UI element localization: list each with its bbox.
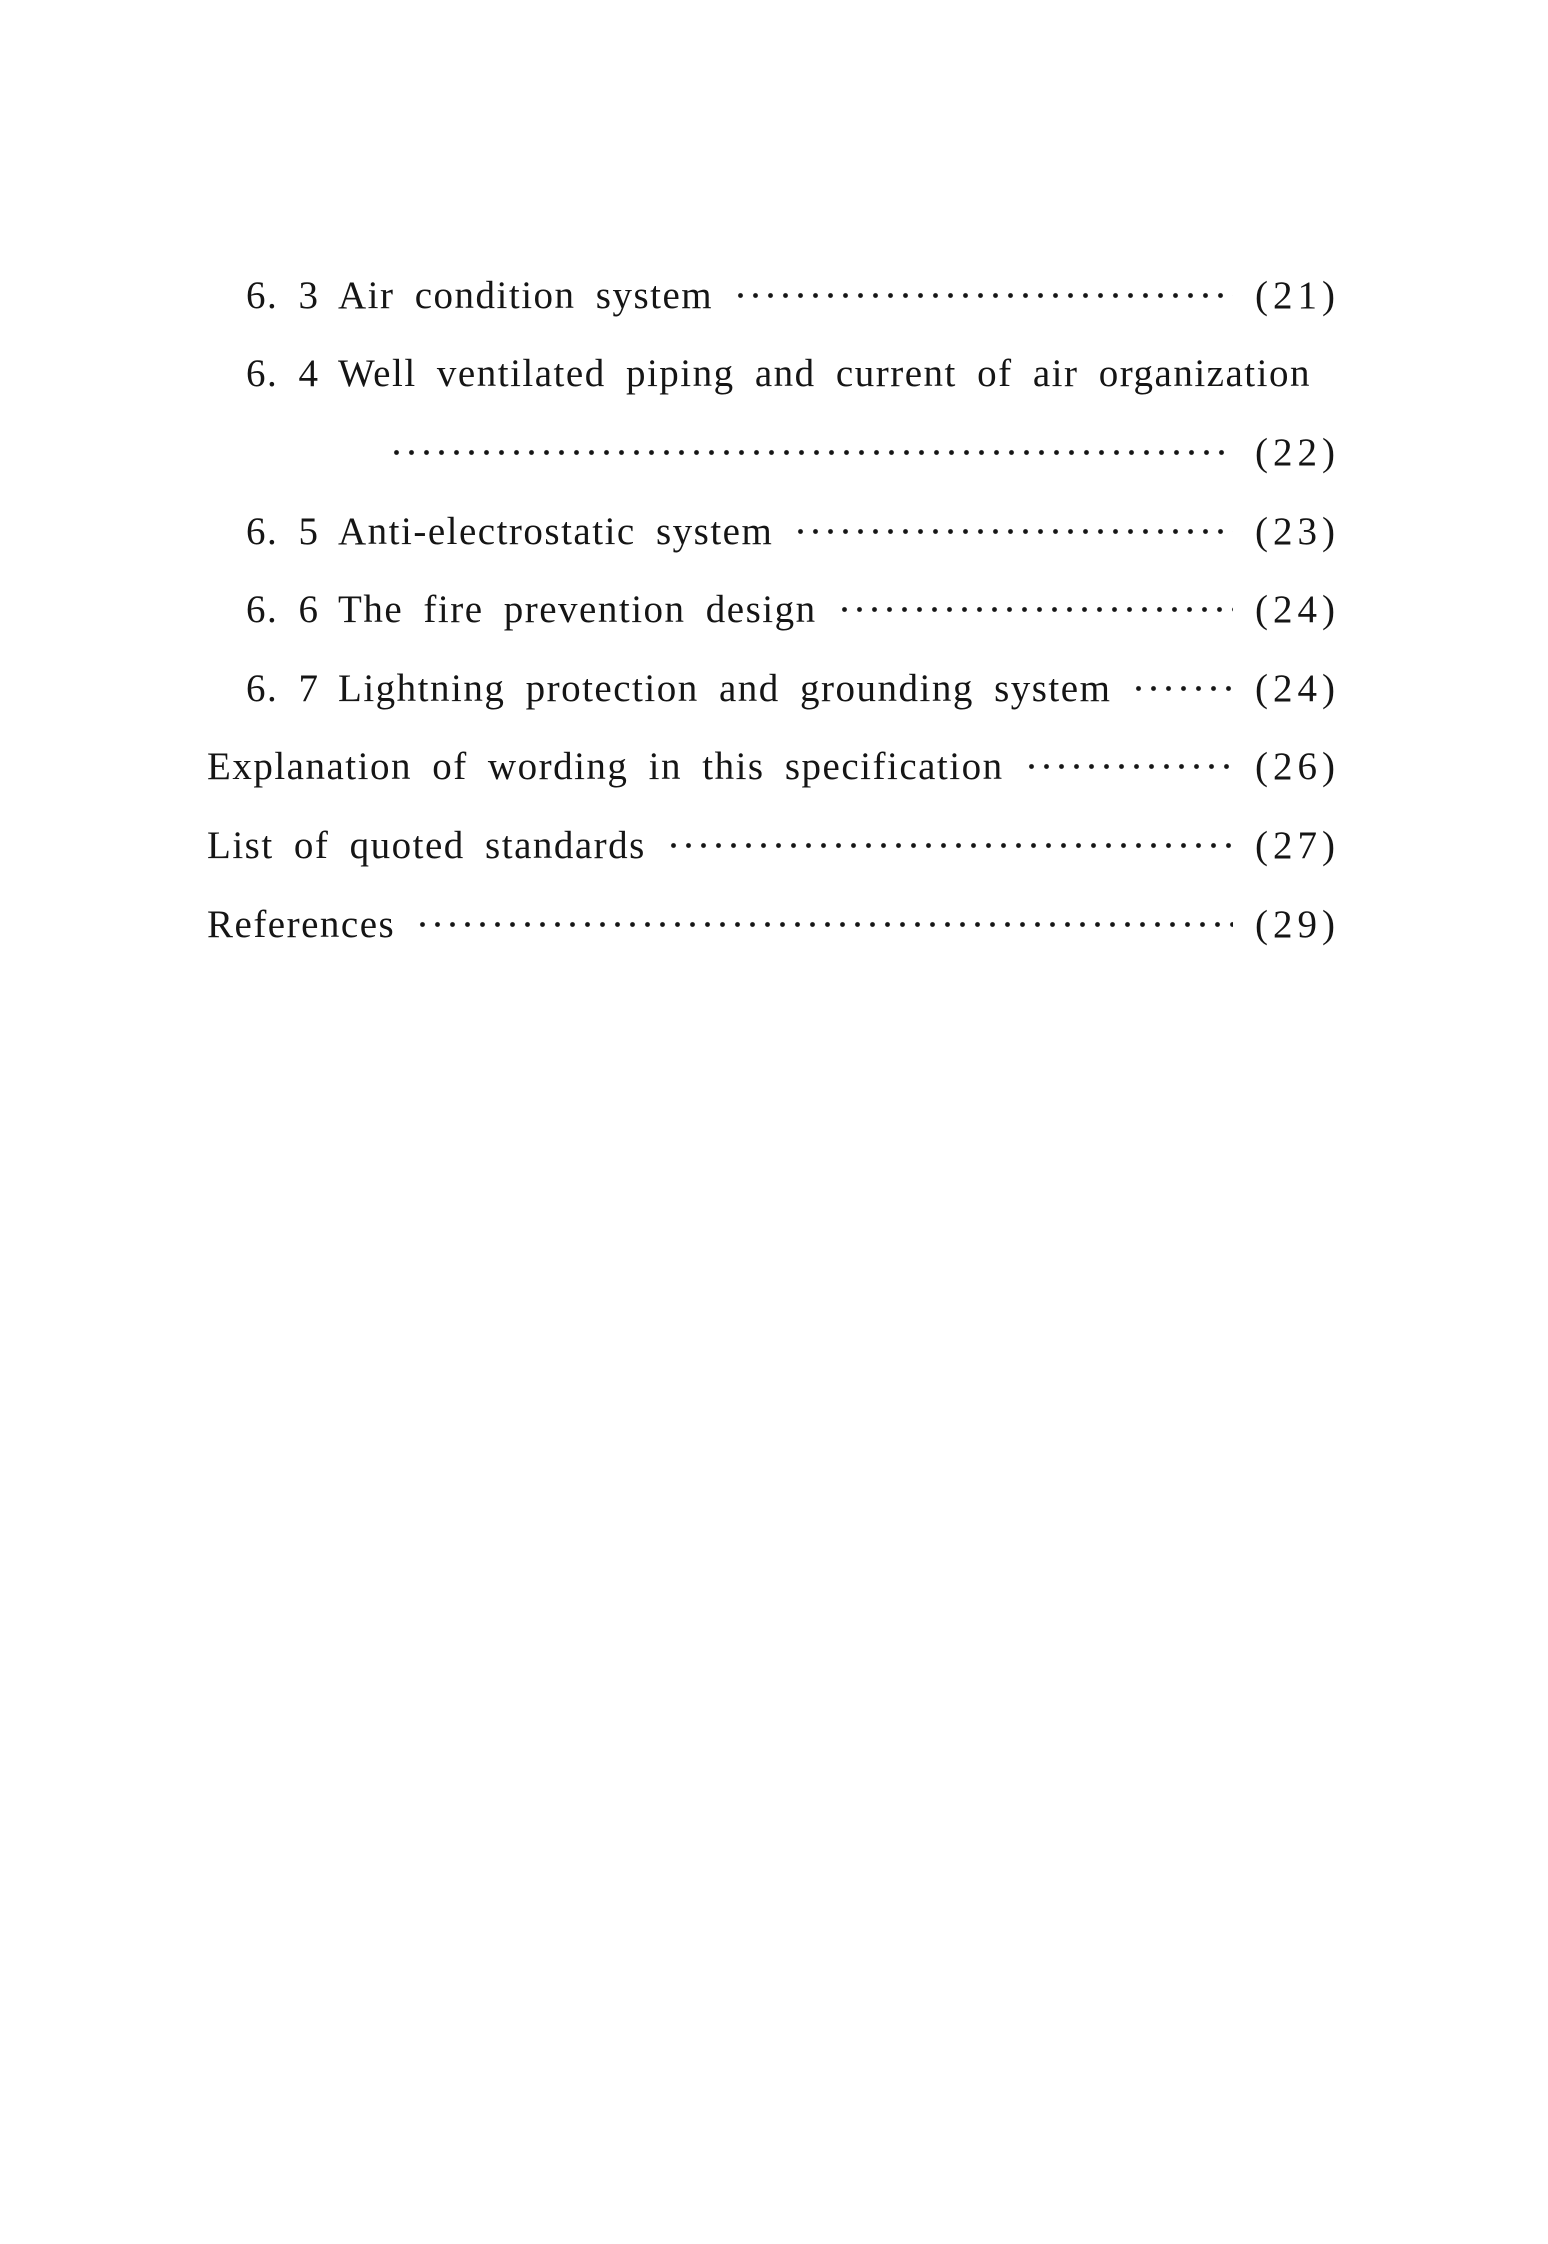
dot-leader — [387, 433, 1233, 472]
toc-entry-title: References — [207, 902, 396, 946]
dot-leader — [1022, 747, 1233, 786]
dot-leader — [835, 590, 1233, 629]
dot-leader — [1129, 669, 1233, 708]
toc-entry-number: 6. 3 — [246, 273, 320, 317]
dot-leader — [731, 276, 1233, 315]
toc-row-list-of-quoted-standards — [207, 806, 1340, 885]
toc-entry-title: Air condition system — [338, 273, 714, 317]
toc-row-6-7 — [207, 649, 1340, 728]
toc-entry-number: 6. 5 — [246, 509, 320, 553]
toc-row-6-5 — [207, 492, 1340, 571]
toc-entry-page: (24) — [1255, 666, 1340, 710]
dot-leader — [413, 905, 1233, 944]
toc-entry-page: (26) — [1255, 745, 1340, 789]
toc-entry-page: (21) — [1255, 273, 1340, 317]
toc-entry-page: (22) — [1255, 430, 1340, 474]
toc-row-explanation-of-wording — [207, 728, 1340, 807]
toc-row-references — [207, 885, 1340, 964]
toc-row-6-4-continuation — [207, 413, 1340, 492]
dot-leader — [791, 512, 1233, 551]
toc-entry-title: Explanation of wording in this specification — [207, 745, 1004, 789]
toc-entry-page: (27) — [1255, 823, 1340, 867]
toc-entry-page: (24) — [1255, 588, 1340, 632]
toc-entry-number: 6. 7 — [246, 666, 320, 710]
toc-entry-page: (29) — [1255, 902, 1340, 946]
toc-entry-title: Lightning protection and grounding system — [338, 666, 1112, 710]
toc-entry-page: (23) — [1255, 509, 1340, 553]
table-of-contents — [207, 256, 1340, 963]
toc-row-6-4 — [207, 335, 1340, 414]
toc-entry-title: The fire prevention design — [338, 588, 817, 632]
dot-leader — [664, 826, 1233, 865]
toc-entry-title: Anti-electrostatic system — [338, 509, 774, 553]
toc-entry-title: List of quoted standards — [207, 823, 646, 867]
toc-entry-title: Well ventilated piping and current of air organization — [338, 352, 1311, 396]
toc-row-6-3 — [207, 256, 1340, 335]
toc-entry-number: 6. 4 — [246, 352, 320, 396]
toc-entry-number: 6. 6 — [246, 588, 320, 632]
toc-row-6-6 — [207, 570, 1340, 649]
